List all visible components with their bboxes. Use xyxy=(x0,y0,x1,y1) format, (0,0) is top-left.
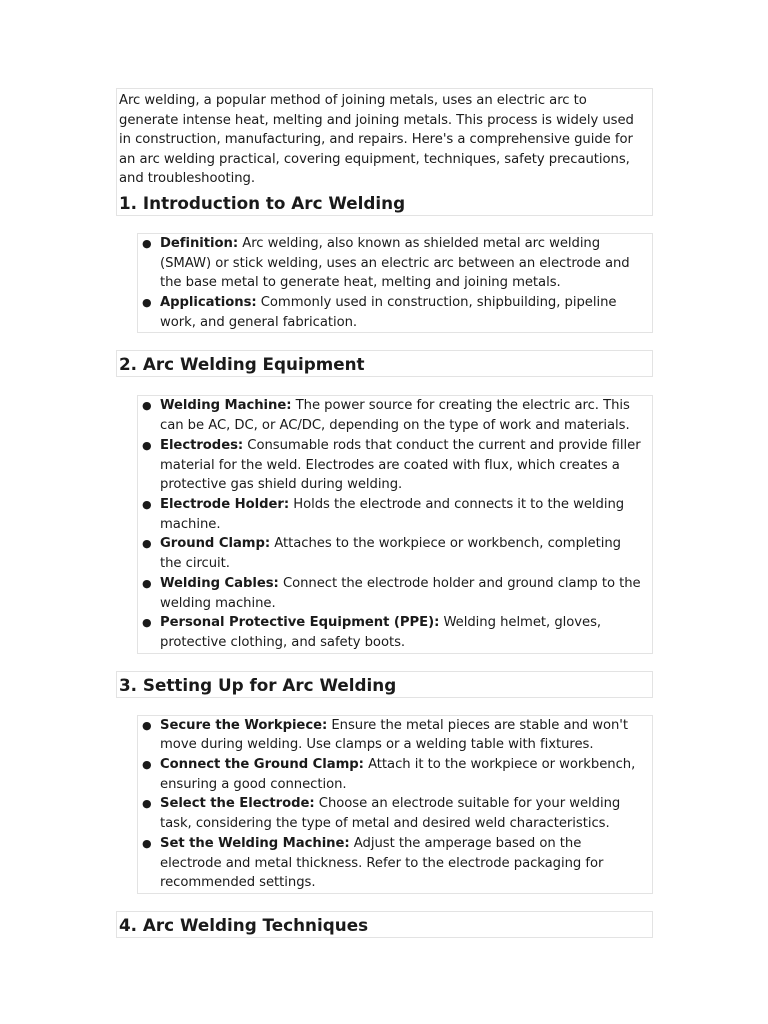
bullet-icon: ● xyxy=(142,296,152,310)
bullet-icon: ● xyxy=(142,537,152,551)
list-item-term: Welding Cables: xyxy=(160,575,279,591)
intro-paragraph: Arc welding, a popular method of joining metals, uses an electric arc to generate intense heat, melting and joining metals. This process is widely used in construction, manufacturing, and repairs. Here's a comprehensive guide for an arc welding practical, covering equipment, techniques, safety precautions, and troubleshooting. xyxy=(116,88,653,190)
bullet-icon: ● xyxy=(142,399,152,413)
section-heading-techniques: 4. Arc Welding Techniques xyxy=(116,911,653,938)
bullet-icon: ● xyxy=(142,236,152,250)
list-item xyxy=(138,755,652,794)
list-item-term: Applications: xyxy=(160,295,257,311)
bullet-icon: ● xyxy=(142,498,152,511)
section-heading-equipment: 2. Arc Welding Equipment xyxy=(116,350,653,377)
document-page xyxy=(116,88,653,938)
bullet-icon: ● xyxy=(142,836,152,850)
list-item-term: Secure the Workpiece: xyxy=(160,717,328,733)
section-list-setup xyxy=(137,715,653,894)
bullet-icon: ● xyxy=(142,616,152,630)
list-item xyxy=(138,495,652,534)
bullet-icon: ● xyxy=(142,797,152,811)
list-item-text: Arc welding, also known as shielded metal arc welding (SMAW) or stick welding, uses an electric arc between an electrode and the base metal to generate heat, melting and joining metals. xyxy=(160,235,630,291)
list-item xyxy=(138,396,652,435)
bullet-icon: ● xyxy=(142,718,152,732)
bullet-icon: ● xyxy=(142,758,152,772)
list-item xyxy=(138,234,652,293)
list-item-text: Holds the electrode and connects it to the welding machine. xyxy=(160,497,625,532)
list-item-text: Attaches to the workpiece or workbench, completing the circuit. xyxy=(160,536,621,572)
list-item-text: Ensure the metal pieces are stable and won't move during welding. Use clamps or a welding table with fixtures. xyxy=(160,717,628,753)
bullet-icon: ● xyxy=(142,576,152,590)
list-item-text: The power source for creating the electric arc. This can be AC, DC, or AC/DC, depending on the type of work and materials. xyxy=(160,398,630,434)
list-item-term: Ground Clamp: xyxy=(160,536,271,552)
list-item-text: Attach it to the workpiece or workbench, ensuring a good connection. xyxy=(160,757,636,792)
section-heading-setup: 3. Setting Up for Arc Welding xyxy=(116,671,653,698)
list-item xyxy=(138,834,652,893)
list-item-term: Set the Welding Machine: xyxy=(160,835,350,851)
list-item-text: Choose an electrode suitable for your welding task, considering the type of metal and desired weld characteristics. xyxy=(160,796,621,832)
list-item-term: Personal Protective Equipment (PPE): xyxy=(160,615,440,631)
list-item xyxy=(138,613,652,652)
list-item-text: Adjust the amperage based on the electrode and metal thickness. Refer to the electrode packaging for recommended settings. xyxy=(160,835,604,891)
list-item xyxy=(138,534,652,573)
list-item xyxy=(138,293,652,332)
section-heading-introduction: 1. Introduction to Arc Welding xyxy=(116,190,653,216)
list-item xyxy=(138,716,652,755)
list-item-text: Connect the electrode holder and ground clamp to the welding machine. xyxy=(160,575,641,611)
list-item xyxy=(138,436,652,495)
list-item-term: Welding Machine: xyxy=(160,398,292,414)
section-list-equipment xyxy=(137,395,653,653)
bullet-icon: ● xyxy=(142,438,152,452)
list-item-term: Definition: xyxy=(160,235,239,251)
list-item-text: Welding helmet, gloves, protective clothing, and safety boots. xyxy=(160,615,602,650)
list-item-term: Electrodes: xyxy=(160,437,244,453)
section-list-introduction xyxy=(137,233,653,334)
list-item-term: Select the Electrode: xyxy=(160,796,315,812)
list-item-term: Electrode Holder: xyxy=(160,497,290,512)
list-item xyxy=(138,794,652,833)
list-item-term: Connect the Ground Clamp: xyxy=(160,757,364,773)
list-item-text: Commonly used in construction, shipbuilding, pipeline work, and general fabrication. xyxy=(160,295,617,330)
list-item-text: Consumable rods that conduct the current and provide filler material for the weld. Electrodes are coated with flux, which creates a protective gas shield during welding. xyxy=(160,437,641,493)
list-item xyxy=(138,574,652,613)
